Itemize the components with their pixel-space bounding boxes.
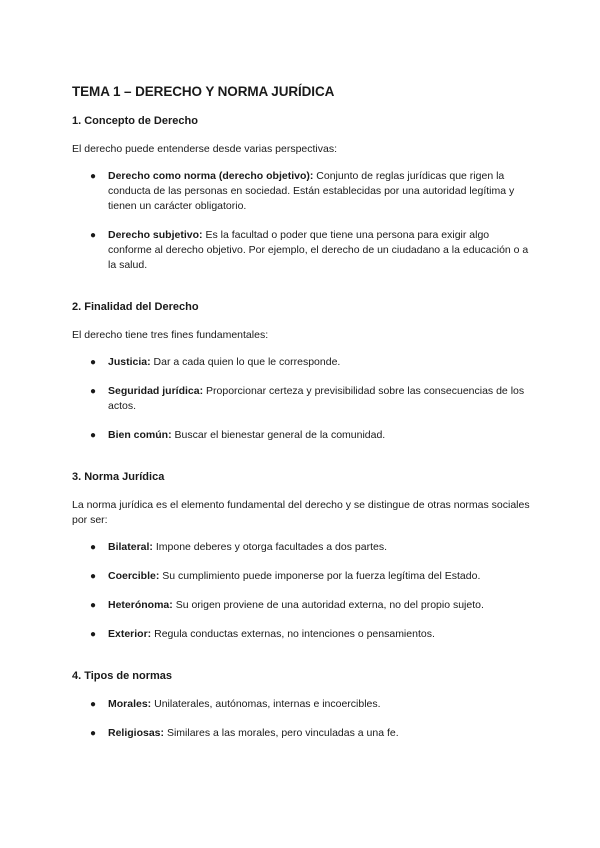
bullet-icon: ● bbox=[90, 629, 97, 640]
item-text: Similares a las morales, pero vinculadas a una fe. bbox=[166, 727, 399, 739]
bullet-list bbox=[72, 355, 532, 443]
item-term: Justicia: bbox=[108, 356, 151, 368]
item-text: Dar a cada quien lo que le corresponde. bbox=[153, 356, 341, 368]
list-item bbox=[72, 627, 532, 642]
section-norma-juridica bbox=[72, 471, 532, 642]
list-item bbox=[72, 598, 532, 613]
bullet-icon: ● bbox=[90, 430, 97, 441]
list-item bbox=[72, 428, 532, 443]
item-text: Su cumplimiento puede imponerse por la fuerza legítima del Estado. bbox=[162, 570, 481, 582]
bullet-icon: ● bbox=[90, 386, 97, 397]
section-finalidad-del-derecho bbox=[72, 301, 532, 443]
list-item bbox=[72, 697, 532, 712]
list-item bbox=[72, 726, 532, 741]
bullet-icon: ● bbox=[90, 542, 97, 553]
document-page bbox=[72, 84, 532, 755]
list-item bbox=[72, 540, 532, 555]
item-term: Derecho subjetivo: bbox=[108, 229, 203, 241]
section-heading: 1. Concepto de Derecho bbox=[72, 115, 198, 127]
item-text: Impone deberes y otorga facultades a dos partes. bbox=[155, 541, 388, 553]
section-heading: 3. Norma Jurídica bbox=[72, 471, 165, 483]
item-text: Proporcionar certeza y previsibilidad sobre las consecuencias de los actos. bbox=[108, 385, 525, 412]
item-text: Buscar el bienestar general de la comunidad. bbox=[174, 429, 386, 441]
bullet-icon: ● bbox=[90, 600, 97, 611]
bullet-icon: ● bbox=[90, 171, 97, 182]
bullet-icon: ● bbox=[90, 728, 97, 739]
section-intro: El derecho puede entenderse desde varias perspectivas: bbox=[72, 143, 338, 155]
item-term: Exterior: bbox=[108, 628, 152, 640]
list-item bbox=[72, 569, 532, 584]
item-term: Bilateral: bbox=[108, 541, 153, 553]
bullet-icon: ● bbox=[90, 230, 97, 241]
section-intro: La norma jurídica es el elemento fundamental del derecho y se distingue de otras normas sociales por ser: bbox=[72, 499, 530, 526]
list-item bbox=[72, 169, 532, 214]
item-term: Religiosas: bbox=[108, 727, 165, 739]
section-heading: 4. Tipos de normas bbox=[72, 670, 173, 682]
bullet-list bbox=[72, 697, 532, 741]
item-term: Heterónoma: bbox=[108, 599, 173, 611]
document-title: TEMA 1 – DERECHO Y NORMA JURÍDICA bbox=[72, 84, 335, 99]
bullet-icon: ● bbox=[90, 357, 97, 368]
item-text: Es la facultad o poder que tiene una persona para exigir algo conforme al derecho objetivo. Por ejemplo, el derecho de un ciudadano a la educación o a la salud. bbox=[108, 229, 529, 271]
item-term: Derecho como norma (derecho objetivo): bbox=[108, 170, 314, 182]
item-term: Seguridad jurídica: bbox=[108, 385, 204, 397]
item-text: Regula conductas externas, no intenciones o pensamientos. bbox=[154, 628, 435, 640]
section-concepto-de-derecho bbox=[72, 115, 532, 273]
item-term: Morales: bbox=[108, 698, 152, 710]
bullet-list bbox=[72, 540, 532, 642]
list-item bbox=[72, 228, 532, 273]
item-term: Coercible: bbox=[108, 570, 160, 582]
item-text: Conjunto de reglas jurídicas que rigen la conducta de las personas en sociedad. Están establecidas por una autoridad legítima y tienen un carácter obligatorio. bbox=[108, 170, 515, 212]
list-item bbox=[72, 384, 532, 414]
list-item bbox=[72, 355, 532, 370]
section-heading: 2. Finalidad del Derecho bbox=[72, 301, 199, 313]
item-term: Bien común: bbox=[108, 429, 172, 441]
item-text: Su origen proviene de una autoridad externa, no del propio sujeto. bbox=[175, 599, 484, 611]
bullet-icon: ● bbox=[90, 699, 97, 710]
section-tipos-de-normas bbox=[72, 670, 532, 741]
bullet-list bbox=[72, 169, 532, 273]
bullet-icon: ● bbox=[90, 571, 97, 582]
section-intro: El derecho tiene tres fines fundamentales: bbox=[72, 329, 269, 341]
item-text: Unilaterales, autónomas, internas e incoercibles. bbox=[154, 698, 381, 710]
